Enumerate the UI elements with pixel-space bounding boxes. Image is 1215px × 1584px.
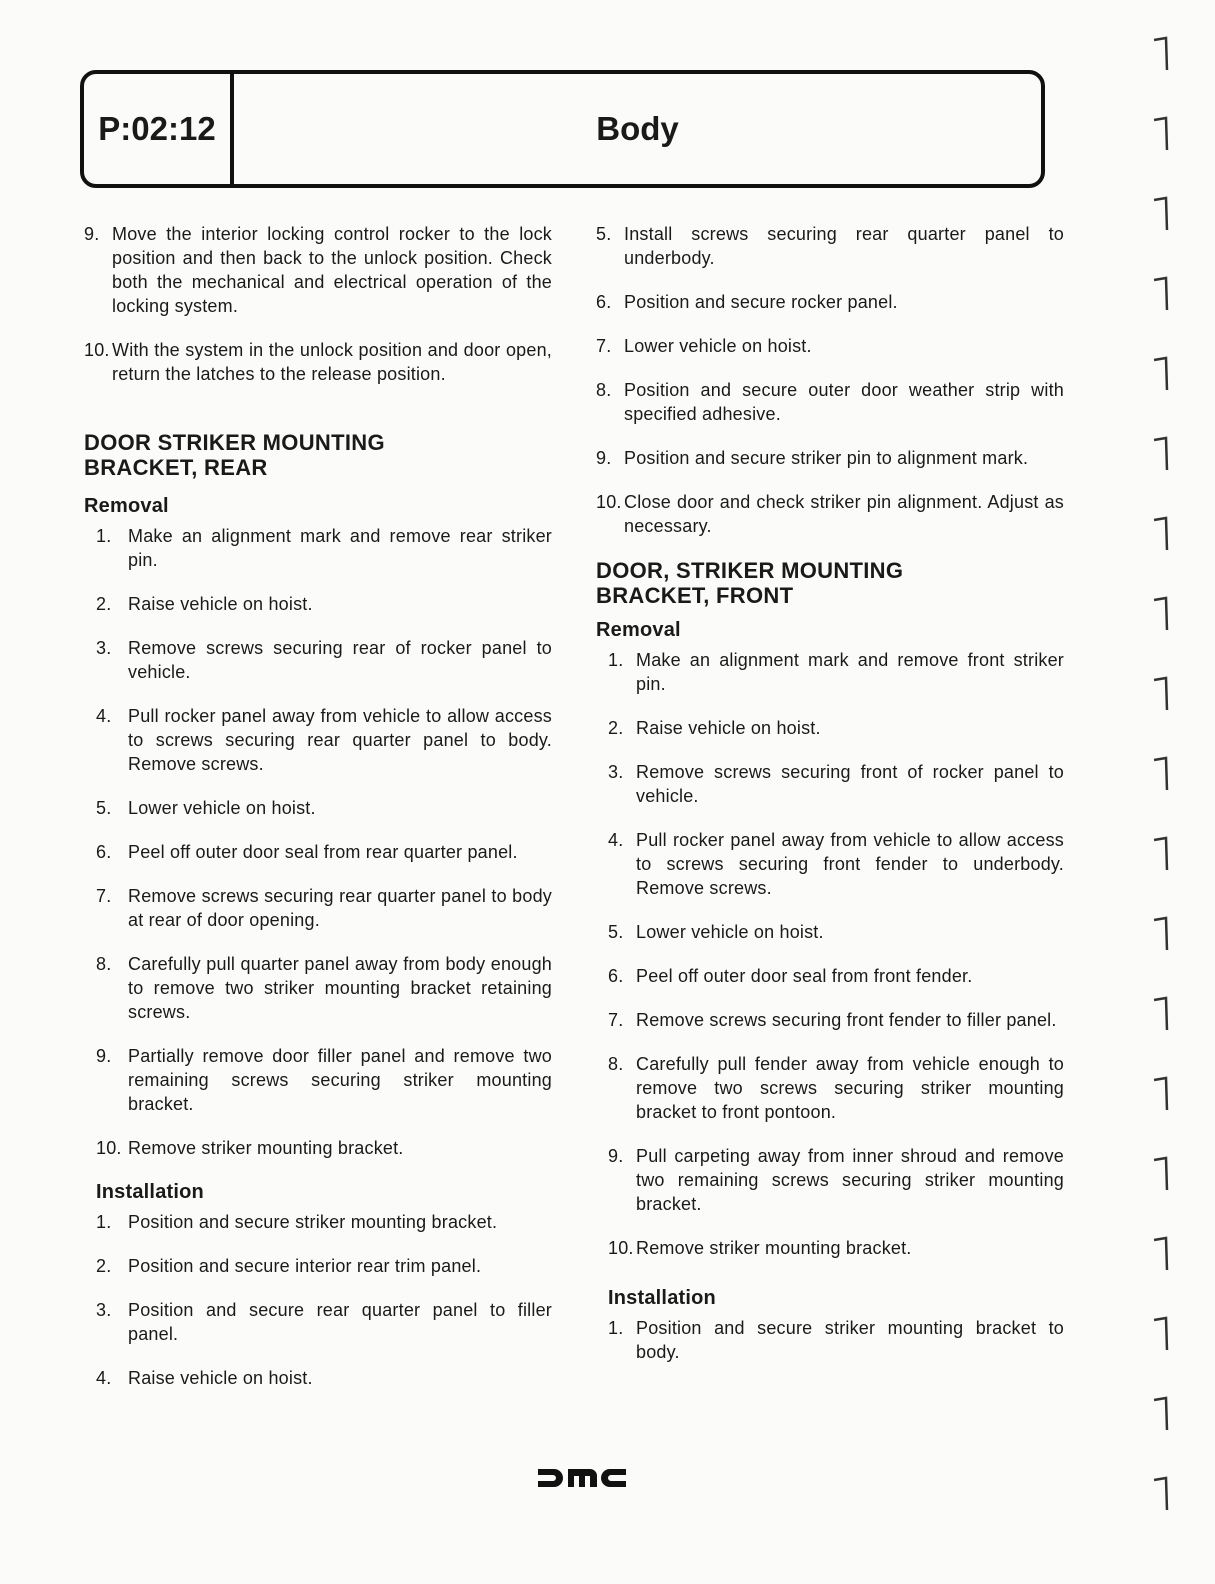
step-number: 6.	[608, 966, 624, 986]
step-number: 10.	[96, 1138, 122, 1158]
page-code: P:02:12	[84, 74, 234, 184]
step-number: 3.	[96, 1300, 112, 1320]
step-number: 8.	[96, 954, 112, 974]
step-text: Position and secure rear quarter panel to filler panel.	[128, 1300, 552, 1344]
right-column	[596, 222, 1064, 1384]
continued-steps	[596, 222, 1064, 538]
step-item	[96, 704, 552, 776]
page-title: Body	[596, 110, 679, 147]
step-item	[96, 1044, 552, 1116]
step-item	[96, 1254, 552, 1278]
step-number: 10.	[608, 1238, 634, 1258]
step-item	[596, 334, 1064, 358]
step-number: 10.	[596, 492, 622, 512]
step-text: Raise vehicle on hoist.	[128, 594, 313, 614]
step-number: 3.	[96, 638, 112, 658]
removal-heading: Removal	[596, 619, 681, 641]
step-item	[96, 1366, 552, 1390]
step-item	[608, 1316, 1064, 1364]
step-item	[608, 760, 1064, 808]
step-number: 5.	[96, 798, 112, 818]
step-item	[96, 952, 552, 1024]
step-text: Peel off outer door seal from front fender.	[636, 966, 973, 986]
step-number: 2.	[96, 1256, 112, 1276]
step-text: Position and secure interior rear trim panel.	[128, 1256, 482, 1276]
step-text: Make an alignment mark and remove front striker pin.	[636, 650, 1064, 694]
step-number: 3.	[608, 762, 624, 782]
step-number: 1.	[96, 526, 112, 546]
step-text: Carefully pull fender away from vehicle enough to remove two screws securing striker mounting bracket to front pontoon.	[636, 1054, 1064, 1122]
step-item	[96, 1136, 552, 1160]
step-item	[596, 490, 1064, 538]
step-number: 2.	[608, 718, 624, 738]
step-text: Position and secure striker pin to alignment mark.	[624, 448, 1029, 468]
step-item	[596, 290, 1064, 314]
step-number: 7.	[608, 1010, 624, 1030]
step-number: 9.	[596, 448, 612, 468]
step-text: Carefully pull quarter panel away from body enough to remove two striker mounting bracket retaining screws.	[128, 954, 552, 1022]
step-text: Position and secure outer door weather strip with specified adhesive.	[624, 380, 1064, 424]
step-text: Remove screws securing rear of rocker panel to vehicle.	[128, 638, 552, 682]
step-number: 1.	[608, 1318, 624, 1338]
step-text: Pull rocker panel away from vehicle to allow access to screws securing rear quarter panel to body. Remove screws.	[128, 706, 552, 774]
step-number: 5.	[596, 224, 612, 244]
step-item	[608, 1008, 1064, 1032]
binder-tab-marks	[1148, 30, 1188, 1530]
installation-heading: Installation	[96, 1181, 204, 1203]
step-text: Remove striker mounting bracket.	[128, 1138, 404, 1158]
step-item	[608, 964, 1064, 988]
step-text: Close door and check striker pin alignment. Adjust as necessary.	[624, 492, 1064, 536]
step-number: 1.	[96, 1212, 112, 1232]
step-item	[96, 636, 552, 684]
step-item	[596, 222, 1064, 270]
step-item	[608, 648, 1064, 696]
step-text: Position and secure rocker panel.	[624, 292, 898, 312]
step-number: 5.	[608, 922, 624, 942]
continued-steps	[84, 222, 552, 386]
step-text: Position and secure striker mounting bracket.	[128, 1212, 498, 1232]
step-number: 9.	[84, 224, 100, 244]
step-item	[96, 1210, 552, 1234]
step-text: Remove screws securing front of rocker panel to vehicle.	[636, 762, 1064, 806]
step-text: Lower vehicle on hoist.	[128, 798, 316, 818]
step-text: Remove screws securing front fender to filler panel.	[636, 1010, 1057, 1030]
step-number: 4.	[96, 706, 112, 726]
step-item	[608, 1144, 1064, 1216]
step-number: 4.	[96, 1368, 112, 1388]
step-item	[96, 524, 552, 572]
step-text: Remove screws securing rear quarter panel to body at rear of door opening.	[128, 886, 552, 930]
dmc-logo	[536, 1466, 628, 1490]
step-item	[84, 222, 552, 318]
step-text: Lower vehicle on hoist.	[636, 922, 824, 942]
installation-heading: Installation	[608, 1287, 716, 1309]
step-item	[608, 1052, 1064, 1124]
step-number: 7.	[96, 886, 112, 906]
step-number: 2.	[96, 594, 112, 614]
step-item	[96, 840, 552, 864]
removal-steps	[84, 524, 552, 1160]
step-text: Raise vehicle on hoist.	[128, 1368, 313, 1388]
step-item	[608, 716, 1064, 740]
step-item	[96, 1298, 552, 1346]
step-number: 4.	[608, 830, 624, 850]
step-number: 1.	[608, 650, 624, 670]
installation-steps	[84, 1210, 552, 1390]
left-column	[84, 222, 552, 1410]
step-text: Make an alignment mark and remove rear striker pin.	[128, 526, 552, 570]
step-text: Partially remove door filler panel and remove two remaining screws securing striker mounting bracket.	[128, 1046, 552, 1114]
step-text: With the system in the unlock position and door open, return the latches to the release position.	[112, 340, 552, 384]
step-item	[84, 338, 552, 386]
step-item	[608, 1236, 1064, 1260]
removal-steps	[596, 648, 1064, 1260]
step-item	[608, 828, 1064, 900]
step-item	[608, 920, 1064, 944]
section-heading-front: DOOR, STRIKER MOUNTING BRACKET, FRONT	[596, 558, 904, 608]
step-number: 10.	[84, 340, 110, 360]
step-number: 6.	[596, 292, 612, 312]
section-heading-rear: DOOR STRIKER MOUNTING BRACKET, REAR	[84, 430, 385, 480]
step-item	[596, 446, 1064, 470]
step-number: 9.	[608, 1146, 624, 1166]
step-text: Pull carpeting away from inner shroud and remove two remaining screws securing striker mounting bracket.	[636, 1146, 1064, 1214]
step-text: Remove striker mounting bracket.	[636, 1238, 912, 1258]
step-item	[96, 796, 552, 820]
step-number: 7.	[596, 336, 612, 356]
step-item	[96, 592, 552, 616]
step-text: Lower vehicle on hoist.	[624, 336, 812, 356]
installation-steps	[596, 1316, 1064, 1364]
step-text: Pull rocker panel away from vehicle to allow access to screws securing front fender to underbody. Remove screws.	[636, 830, 1064, 898]
step-number: 8.	[608, 1054, 624, 1074]
step-text: Move the interior locking control rocker to the lock position and then back to the unlock position. Check both the mechanical and electrical operation of the locking system.	[112, 224, 552, 316]
step-item	[96, 884, 552, 932]
step-number: 9.	[96, 1046, 112, 1066]
step-item	[596, 378, 1064, 426]
step-text: Install screws securing rear quarter panel to underbody.	[624, 224, 1064, 268]
step-text: Raise vehicle on hoist.	[636, 718, 821, 738]
step-number: 6.	[96, 842, 112, 862]
step-text: Position and secure striker mounting bracket to body.	[636, 1318, 1064, 1362]
page-header	[80, 70, 1045, 188]
step-number: 8.	[596, 380, 612, 400]
removal-heading: Removal	[84, 495, 169, 517]
step-text: Peel off outer door seal from rear quarter panel.	[128, 842, 518, 862]
